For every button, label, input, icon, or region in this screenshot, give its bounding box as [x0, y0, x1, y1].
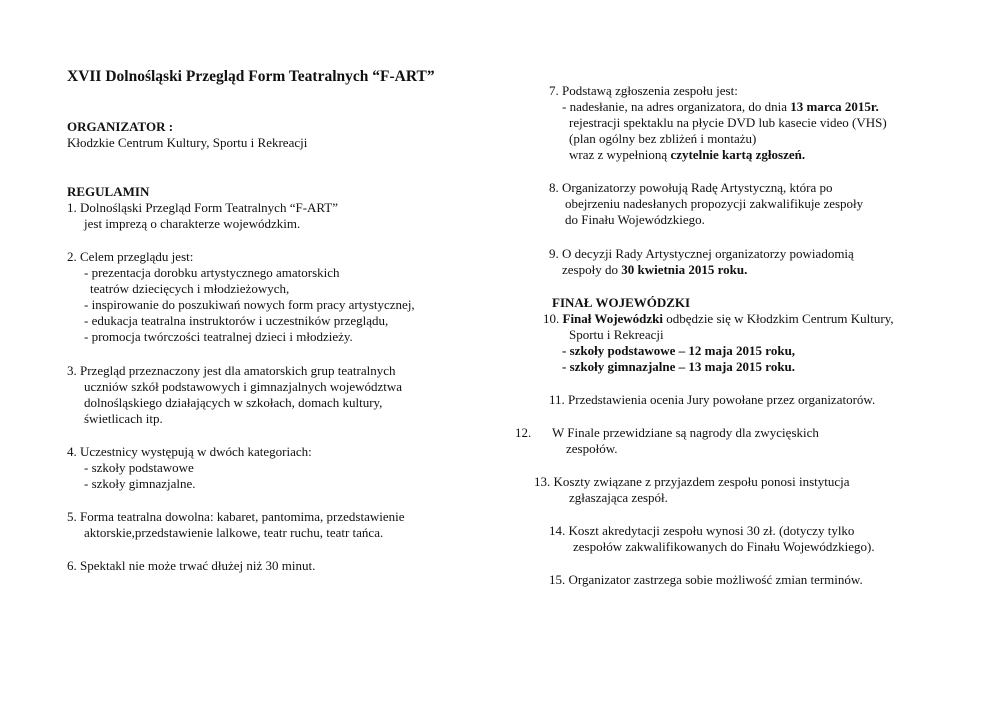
rule-11-line: 11. Przedstawienia ocenia Jury powołane przez organizatorów. [549, 392, 876, 407]
organizer-heading: ORGANIZATOR : [67, 119, 174, 134]
rule-9-line: 9. O decyzji Rady Artystycznej organizatorzy powiadomią [549, 246, 854, 261]
rule-7-line [569, 147, 805, 163]
rule-2-line: - promocja twórczości teatralnej dzieci i młodzieży. [84, 329, 353, 344]
rule-9-line [562, 262, 747, 278]
rule-7-line: 7. Podstawą zgłoszenia zespołu jest: [549, 83, 738, 98]
final-date-primary: - szkoły podstawowe – 12 maja 2015 roku, [562, 343, 796, 358]
rule-3-line: dolnośląskiego działających w szkołach, domach kultury, [84, 395, 383, 410]
rule-7-line [562, 99, 879, 115]
rule-7-line: (plan ogólny bez zbliżeń i montażu) [569, 131, 757, 146]
rule-5-line: 5. Forma teatralna dowolna: kabaret, pantomima, przedstawienie [67, 509, 405, 524]
rule-10-text: odbędzie się w Kłodzkim Centrum Kultury, [663, 311, 894, 326]
organizer-name: Kłodzkie Centrum Kultury, Sportu i Rekreacji [67, 135, 308, 150]
rule-8-line: do Finału Wojewódzkiego. [565, 212, 705, 227]
rule-7-deadline: 13 marca 2015r. [790, 99, 879, 114]
rule-3-line: 3. Przegląd przeznaczony jest dla amatorskich grup teatralnych [67, 363, 396, 378]
rule-9-text: zespoły do [562, 262, 622, 277]
rule-4-line: - szkoły podstawowe [84, 460, 194, 475]
rule-2-line: - inspirowanie do poszukiwań nowych form pracy artystycznej, [84, 297, 415, 312]
rule-9-deadline: 30 kwietnia 2015 roku. [621, 262, 748, 277]
rule-8-line: 8. Organizatorzy powołują Radę Artystyczną, która po [549, 180, 833, 195]
rule-14-line: zespołów zakwalifikowanych do Finału Wojewódzkiego). [573, 539, 875, 554]
rule-12-number: 12. [515, 425, 532, 440]
rule-1-line: jest imprezą o charakterze wojewódzkim. [84, 216, 301, 231]
rule-10-number: 10. [543, 311, 563, 326]
rule-10-emphasis: Finał Wojewódzki [562, 311, 664, 326]
rule-7-line: rejestracji spektaklu na płycie DVD lub kasecie video (VHS) [569, 115, 887, 130]
final-heading: FINAŁ WOJEWÓDZKI [552, 295, 691, 310]
rule-1-line: 1. Dolnośląski Przegląd Form Teatralnych “F-ART” [67, 200, 339, 215]
rule-5-line: aktorskie,przedstawienie lalkowe, teatr ruchu, teatr tańca. [84, 525, 384, 540]
rule-7-text: - nadesłanie, na adres organizatora, do dnia [562, 99, 791, 114]
rule-3-line: uczniów szkół podstawowych i gimnazjalnych województwa [84, 379, 403, 394]
rule-2-line: - prezentacja dorobku artystycznego amatorskich [84, 265, 340, 280]
rule-12-line: W Finale przewidziane są nagrody dla zwycięskich [552, 425, 819, 440]
rule-13-line: zgłaszająca zespół. [569, 490, 668, 505]
final-date-middle: - szkoły gimnazjalne – 13 maja 2015 roku. [562, 359, 796, 374]
document-title: XVII Dolnośląski Przegląd Form Teatralnych “F-ART” [67, 68, 435, 85]
rule-12-line: zespołów. [566, 441, 618, 456]
rules-heading: REGULAMIN [67, 184, 150, 199]
rule-2-line: - edukacja teatralna instruktorów i uczestników przeglądu, [84, 313, 389, 328]
rule-6-line: 6. Spektakl nie może trwać dłużej niż 30 minut. [67, 558, 316, 573]
rule-2-line: teatrów dziecięcych i młodzieżowych, [90, 281, 290, 296]
rule-4-line: - szkoły gimnazjalne. [84, 476, 196, 491]
rule-3-line: świetlicach itp. [84, 411, 163, 426]
rule-10-line: Sportu i Rekreacji [569, 327, 664, 342]
rule-8-line: obejrzeniu nadesłanych propozycji zakwalifikuje zespoły [565, 196, 864, 211]
rule-14-line: 14. Koszt akredytacji zespołu wynosi 30 zł. (dotyczy tylko [549, 523, 855, 538]
rule-10-line [543, 311, 894, 327]
rule-4-line: 4. Uczestnicy występują w dwóch kategoriach: [67, 444, 312, 459]
rule-13-line: 13. Koszty związane z przyjazdem zespołu ponosi instytucja [534, 474, 850, 489]
rule-15-line: 15. Organizator zastrzega sobie możliwość zmian terminów. [549, 572, 863, 587]
rule-2-line: 2. Celem przeglądu jest: [67, 249, 194, 264]
rule-7-text: wraz z wypełnioną [569, 147, 671, 162]
rule-7-emphasis: czytelnie kartą zgłoszeń. [670, 147, 806, 162]
